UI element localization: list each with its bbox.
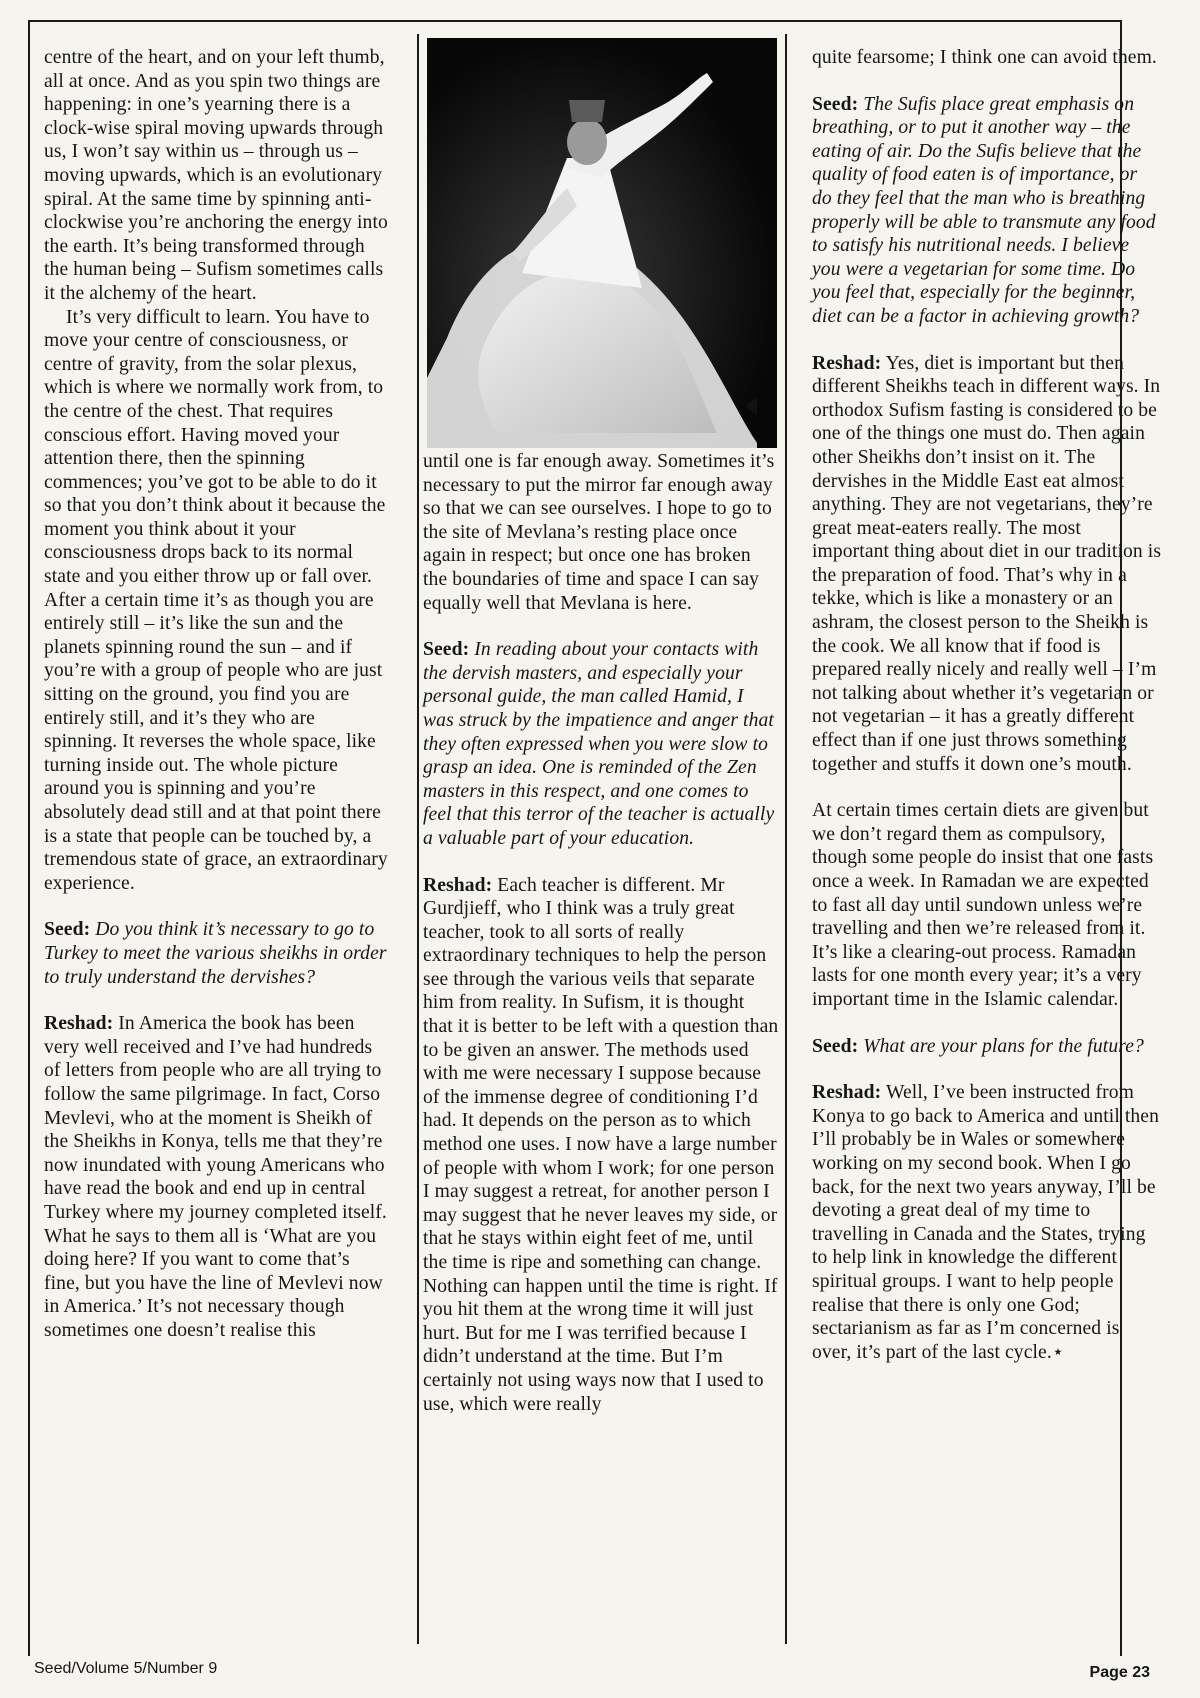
speech-text: Well, I’ve been instructed from Konya to go back to America and until then I’ll probably be in Wales or somewhere working on my second book. When I go back, for the next two years anyway, I’ll be devoting a great deal of my time to travelling in Canada and the States, trying to help link in knowledge the different spiritual groups. I want to help people realise that there is only one God; sectarianism as far as I’m concerned is over, it’s part of the last cycle.⋆ [812,1082,1160,1363]
paragraph: quite fearsome; I think one can avoid them. [812,47,1157,68]
paragraph: until one is far enough away. Sometimes it’s necessary to put the mirror far enough away so that we can see ourselves. I hope to go to the site of Mevlana’s resting place once again in respect; but once one has broken the boundaries of time and space I can say equally well that Mevlana is here. [423,451,775,614]
speaker-label: Reshad: [812,1082,882,1104]
interviewee-answer [812,352,1162,777]
column-2 [423,450,779,1416]
issue-footer: Seed/Volume 5/Number 9 [34,1660,218,1677]
speaker-label: Seed: [44,919,91,941]
speech-text: Each teacher is different. Mr Gurdjieff, who I think was a truly great teacher, took to all sorts of really extraordinary techniques to help the person see through the various veils that separate him from reality. In Sufism, it is thought that it is better to be left with a question than to be given an answer. The methods used with me were necessary I suppose because of the immense degree of conditioning I’d had. It depends on the person as to which method one uses. I now have a large number of people with whom I work; for one person I may suggest a retreat, for another person I may suggest that he never leaves my side, or that he stays within eight feet of me, until the time is ripe and something can change. Nothing can happen until the time is right. If you hit them at the wrong time it will just hurt. But for me I was terrified because I didn’t understand at the time. But I’m certainly not using ways now that I used to use, which were really [423,874,779,1415]
interviewee-answer [44,1012,390,1342]
text-block [812,352,1162,777]
text-block [423,638,779,850]
text-block [44,918,390,989]
speaker-label: Reshad: [423,874,493,896]
interviewer-question [812,93,1162,329]
text-block [423,450,779,615]
text-block [812,93,1162,329]
speaker-label: Reshad: [812,352,882,374]
page-number: Page 23 [1089,1664,1150,1681]
paragraph: It’s very difficult to learn. You have to move your centre of consciousness, or centre of gravity, from the solar plexus, which is where we normally work from, to the centre of the chest. That requires conscious effort. Having moved your attention there, then the spinning commences; you’ve got to be able to do it so that you don’t think about it because the moment you think about it your consciousness drops back to its normal state and you either throw up or fall over. After a certain time it’s as though you are entirely still – it’s like the sun and the planets spinning round the sun – and if you’re with a group of people who are just sitting on the ground, you find you are entirely still, and it’s they who are spinning. It reverses the whole space, like turning inside out. The whole picture around you is spinning and you’re absolutely dead still and at that point there is a state that people can be touched by, a tremendous state of grace, an extraordinary experience. [44,306,388,894]
text-block [812,1081,1162,1364]
interviewer-question [812,1035,1162,1059]
interviewer-question [423,638,779,850]
speaker-label: Seed: [812,93,859,115]
text-block [423,874,779,1417]
interviewee-answer [423,874,779,1417]
speech-text: Yes, diet is important but then different Sheikhs teach in different ways. In orthodox Sufism fasting is considered to be one of the things one must do. Then again other Sheikhs don’t insist on it. The dervishes in the Middle East eat almost anything. They are not vegetarians, they’re great meat-eaters really. The most important thing about diet in our tradition is the preparation of food. That’s why in a tekke, which is like a monastery or an ashram, the closest person to the Sheikh is the cook. We all know that if food is prepared really nicely and really well – I’m not talking about whether it’s vegetarian or not vegetarian – it has a greatly different effect than if one just throws something together and stuffs it down one’s mouth. [812,352,1162,775]
speech-text: In reading about your contacts with the dervish masters, and especially your personal guide, the man called Hamid, I was struck by the impatience and anger that they often expressed when you were slow to grasp an idea. One is reminded of the Zen masters in this respect, and one comes to feel that this terror of the teacher is actually a valuable part of your education. [423,639,775,849]
column-1 [44,46,390,1342]
speech-text: In America the book has been very well received and I’ve had hundreds of letters from people who are all trying to follow the same pilgrimage. In fact, Corso Mevlevi, who at the moment is Sheikh of the Sheikhs in Konya, tells me that they’re now inundated with young Americans who have read the book and end up in central Turkey where my journey completed itself. What he says to them all is ‘What are you doing here? If you want to come that’s fine, but you have the line of Mevlevi now in America.’ It’s not necessary though sometimes one doesn’t realise this [44,1013,387,1341]
speaker-label: Seed: [812,1035,859,1057]
text-block [812,1035,1162,1059]
column-rule-2 [785,34,787,1644]
speaker-label: Reshad: [44,1013,114,1035]
column-3 [812,46,1162,1364]
interviewee-answer [812,1081,1162,1364]
text-block [44,46,390,895]
interviewer-question [44,918,390,989]
paragraph: At certain times certain diets are given but we don’t regard them as compulsory, though some people do insist that one fasts once a week. In Ramadan we are expected to fast all day until sundown unless we’re travelling and then we’re released from it. It’s like a clearing-out process. Ramadan lasts for one month every year; it’s a very important time in the Islamic calendar. [812,800,1154,1010]
text-block [812,799,1162,1011]
column-rule-1 [417,34,419,1644]
speech-text: The Sufis place great emphasis on breathing, or to put it another way – the eating of air. Do the Sufis believe that the quality of food eaten is of importance, or do they feel that the man who is breathing properly will be able to transmute any food to satisfy his nutritional needs. I believe you were a vegetarian for some time. Do you feel that, especially for the beginner, diet can be a factor in achieving growth? [812,93,1156,327]
speaker-label: Seed: [423,639,470,661]
speech-text: Do you think it’s necessary to go to Turkey to meet the various sheikhs in order to truly understand the dervishes? [44,919,387,988]
speech-text: What are your plans for the future? [863,1035,1144,1057]
whirling-dervish-photo [427,38,777,448]
text-block [44,1012,390,1342]
text-block [812,46,1162,70]
paragraph: centre of the heart, and on your left thumb, all at once. And as you spin two things are happening: in one’s yearning there is a clock-wise spiral moving upwards through us, I won’t say within us – through us – moving upwards, which is an evolutionary spiral. At the same time by spinning anti-clockwise you’re anchoring the energy into the earth. It’s being transformed through the human being – Sufism sometimes calls it the alchemy of the heart. [44,47,388,304]
